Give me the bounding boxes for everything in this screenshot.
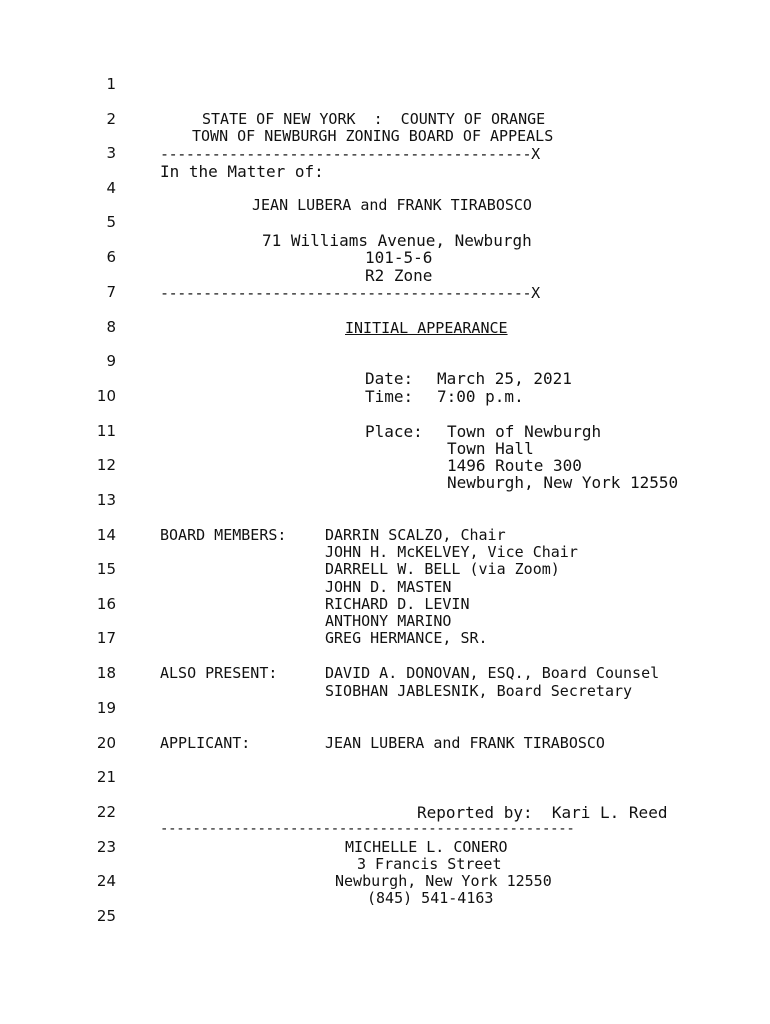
board-member: DARRELL W. BELL (via Zoom): [325, 560, 560, 578]
line-number: 7: [106, 283, 116, 301]
reporter-street: 3 Francis Street: [357, 855, 502, 873]
property-address: 71 Williams Avenue, Newburgh: [262, 231, 532, 250]
line-number: 13: [96, 491, 116, 509]
board-member: RICHARD D. LEVIN: [325, 595, 470, 613]
line-number: 2: [106, 110, 116, 128]
line-number: 6: [106, 248, 116, 266]
line-number: 21: [96, 768, 116, 786]
court-line: STATE OF NEW YORK : COUNTY OF ORANGE: [202, 110, 546, 128]
line-number: 1: [106, 75, 116, 93]
place-label: Place:: [365, 422, 423, 441]
reporter-name: MICHELLE L. CONERO: [345, 838, 508, 856]
applicant-names: JEAN LUBERA and FRANK TIRABOSCO: [252, 196, 532, 214]
also-present-label: ALSO PRESENT:: [160, 664, 278, 682]
line-number: 12: [96, 456, 116, 474]
board-line: TOWN OF NEWBURGH ZONING BOARD OF APPEALS: [192, 127, 554, 145]
section-block-lot: 101-5-6: [365, 248, 433, 267]
line-number: 24: [96, 872, 116, 890]
reporter-separator: ---------------------------------------------------: [160, 821, 575, 837]
applicant-label: APPLICANT:: [160, 734, 251, 752]
zone: R2 Zone: [365, 266, 433, 285]
line-number: 5: [106, 213, 116, 231]
line-number: 18: [96, 664, 116, 682]
place-line: Town Hall: [447, 439, 534, 458]
date-label: Date:: [365, 369, 414, 388]
time-value: 7:00 p.m.: [437, 387, 524, 406]
also-present-person: SIOBHAN JABLESNIK, Board Secretary: [325, 682, 633, 700]
line-number: 17: [96, 629, 116, 647]
line-number: 23: [96, 838, 116, 856]
board-members-label: BOARD MEMBERS:: [160, 526, 287, 544]
line-number: 15: [96, 560, 116, 578]
line-number: 16: [96, 595, 116, 613]
caption-separator-top: -------------------------------------------X: [160, 145, 540, 163]
line-number: 10: [96, 387, 116, 405]
line-number: 11: [96, 422, 116, 440]
line-number: 9: [106, 352, 116, 370]
line-number: 20: [96, 734, 116, 752]
line-number: 14: [96, 526, 116, 544]
line-number: 4: [106, 179, 116, 197]
line-number: 19: [96, 699, 116, 717]
matter-label: In the Matter of:: [160, 162, 324, 181]
place-line: Newburgh, New York 12550: [447, 473, 679, 492]
board-member: ANTHONY MARINO: [325, 612, 452, 630]
board-member: JOHN H. McKELVEY, Vice Chair: [325, 543, 578, 561]
caption-separator-bottom: -------------------------------------------X: [160, 284, 540, 302]
reporter-phone: (845) 541-4163: [367, 889, 494, 907]
reporter-city: Newburgh, New York 12550: [335, 872, 552, 890]
reported-by: Reported by: Kari L. Reed: [417, 803, 668, 822]
board-member: GREG HERMANCE, SR.: [325, 629, 488, 647]
page-title: INITIAL APPEARANCE: [345, 319, 508, 337]
line-number: 22: [96, 803, 116, 821]
place-line: Town of Newburgh: [447, 422, 602, 441]
place-line: 1496 Route 300: [447, 456, 582, 475]
applicant-value: JEAN LUBERA and FRANK TIRABOSCO: [325, 734, 605, 752]
date-value: March 25, 2021: [437, 369, 572, 388]
line-number: 25: [96, 907, 116, 925]
also-present-person: DAVID A. DONOVAN, ESQ., Board Counsel: [325, 664, 660, 682]
time-label: Time:: [365, 387, 414, 406]
line-number: 8: [106, 318, 116, 336]
board-member: DARRIN SCALZO, Chair: [325, 526, 506, 544]
line-number: 3: [106, 144, 116, 162]
board-member: JOHN D. MASTEN: [325, 578, 452, 596]
